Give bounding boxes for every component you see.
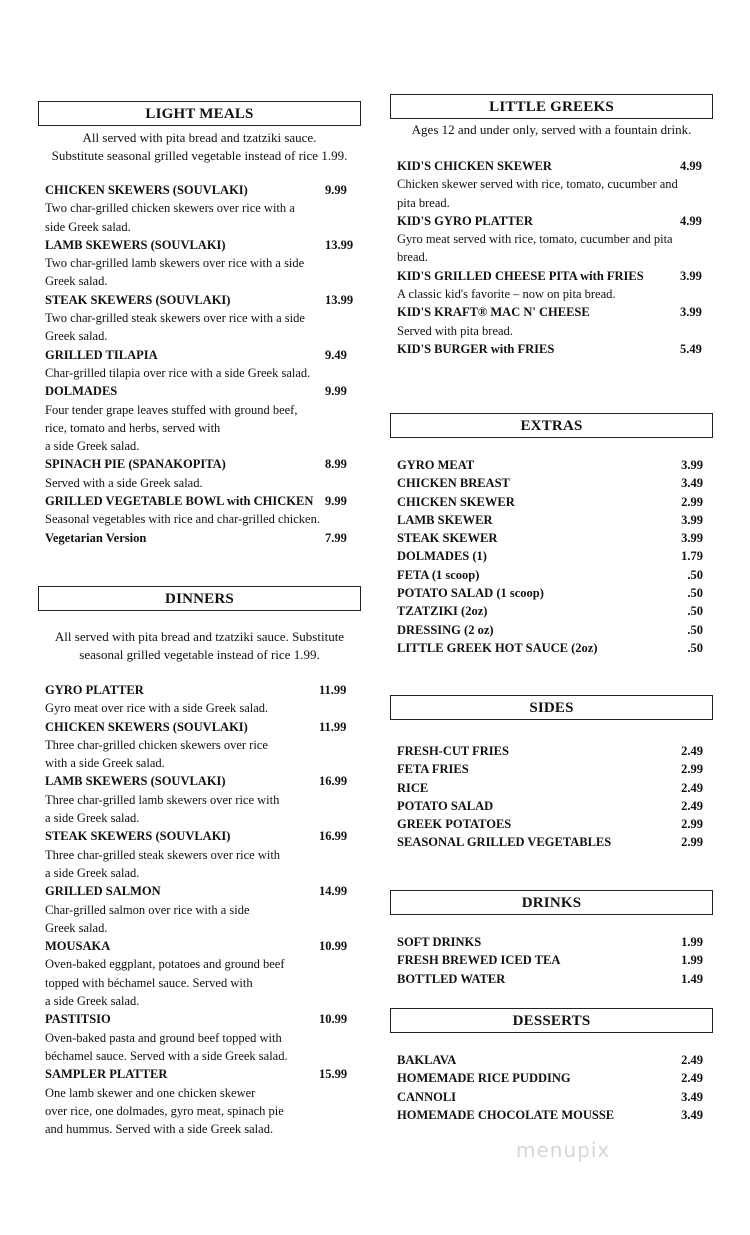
price-row-price: .50 [687,586,703,601]
menu-item-name-text: PASTITSIO [45,1012,111,1027]
menu-item-name [38,718,361,736]
light-meals-section [38,101,361,547]
extras-section [390,413,713,657]
price-row [390,474,713,492]
menu-item-description: Gyro meat served with rice, tomato, cucumber and pita bread. [397,232,673,265]
menu-item-price: 15.99 [319,1067,348,1082]
price-row [390,779,713,797]
watermark-logo: menupix [516,1138,611,1162]
menu-item-name-text: GRILLED VEGETABLE BOWL with CHICKEN [45,494,314,509]
menu-item-price: 4.99 [680,159,702,173]
menu-item-name [38,1010,361,1028]
little-greeks-list [390,157,713,358]
menu-item-description: Char-grilled salmon over rice with a side Greek salad. [45,902,250,935]
menu-item [38,492,361,529]
menu-item-description: Oven-baked pasta and ground beef topped with béchamel sauce. Served with a side Greek salad. [45,1030,288,1063]
menu-item-price: 11.99 [319,683,347,697]
price-row [390,602,713,620]
intro-line: All served with pita bread and tzatziki sauce. [82,130,317,145]
price-row [390,933,713,951]
menu-item-name [38,1065,361,1083]
menu-item [390,340,713,358]
menu-item-name [38,236,361,254]
price-row [390,951,713,969]
menu-item-description: Two char-grilled chicken skewers over rice with a side Greek salad. [45,201,295,234]
drinks-section [390,890,713,988]
light-meals-list [38,181,361,547]
intro-line: Substitute seasonal grilled vegetable instead of rice 1.99. [51,148,348,163]
menu-item-name-text: KID'S CHICKEN SKEWER [397,159,552,173]
menu-item [38,455,361,492]
menu-item-name [38,492,361,510]
price-row [390,1106,713,1124]
price-row-name: RICE [397,780,429,795]
menu-item-name-text: SAMPLER PLATTER [45,1067,168,1082]
menu-item-name [390,267,713,285]
sides-list [390,742,713,852]
menu-item-price: 3.99 [680,305,702,320]
menu-item-price: 8.99 [325,457,347,472]
price-row-name: HOMEMADE RICE PUDDING [397,1071,571,1086]
sides-section [390,695,713,852]
price-row-price: 2.99 [681,762,703,777]
price-row [390,584,713,602]
price-row-price: 2.99 [681,817,703,832]
menu-item-name [38,529,361,547]
price-row-price: 2.49 [681,798,703,813]
menu-item-name-text: KID'S KRAFT® MAC N' CHEESE [397,305,590,320]
menu-item [38,291,361,346]
price-row [390,1088,713,1106]
menu-item [390,157,713,212]
price-row-name: SOFT DRINKS [397,935,482,949]
menu-item-description: Chicken skewer served with rice, tomato, cucumber and pita bread. [397,177,678,210]
menu-item-name-text: GRILLED TILAPIA [45,347,158,362]
menu-item [38,827,361,882]
menu-item-price: 10.99 [319,1012,348,1027]
price-row [390,970,713,988]
price-row-name: FRESH-CUT FRIES [397,744,509,758]
menu-item [390,212,713,267]
price-row-name: FRESH BREWED ICED TEA [397,953,561,968]
price-row-price: 2.49 [681,780,703,795]
menu-item-name [390,303,713,321]
price-row-price: 2.99 [681,494,703,509]
desserts-header: DESSERTS [390,1008,713,1033]
menu-item-price: 3.99 [680,268,702,283]
sides-header: SIDES [390,695,713,720]
menu-item-name [38,772,361,790]
price-row-price: 3.99 [681,458,703,472]
menu-item [38,882,361,937]
menu-item-name [38,181,361,199]
price-row-name: SEASONAL GRILLED VEGETABLES [397,835,612,850]
light-meals-intro [38,129,361,165]
price-row [390,797,713,815]
price-row-name: FETA FRIES [397,762,469,777]
menu-item-price: 11.99 [319,719,347,734]
price-row-price: 1.99 [681,953,703,968]
menu-item-price: 9.49 [325,347,347,362]
menu-item-name [38,346,361,364]
menu-item [38,181,361,236]
menu-item-description: Three char-grilled steak skewers over rice with a side Greek salad. [45,847,281,880]
price-row [390,621,713,639]
desserts-list [390,1051,713,1124]
price-row-name: DRESSING (2 oz) [397,622,494,637]
price-row-name: BOTTLED WATER [397,971,506,986]
menu-item-description: Two char-grilled lamb skewers over rice with a side Greek salad. [45,256,305,289]
price-row-name: LAMB SKEWER [397,512,493,527]
menu-item [38,346,361,383]
menu-item-price: 16.99 [319,829,348,844]
price-row-price: 2.49 [681,1053,703,1067]
dinners-list [38,681,361,1138]
menu-item-price: 13.99 [325,237,354,252]
menu-item-description: Served with pita bread. [397,323,513,338]
price-row [390,456,713,474]
price-row [390,742,713,760]
menu-item-name-text: GYRO PLATTER [45,683,144,697]
price-row [390,529,713,547]
little-greeks-section [390,94,713,358]
menu-item [38,937,361,1010]
price-row-price: 2.49 [681,744,703,758]
price-row-price: 3.99 [681,512,703,527]
price-row-price: 3.49 [681,1107,703,1122]
menu-item-name-text: MOUSAKA [45,939,111,954]
menu-item-name [390,212,713,230]
extras-header: EXTRAS [390,413,713,438]
price-row-name: HOMEMADE CHOCOLATE MOUSSE [397,1107,615,1122]
menu-item-description: A classic kid's favorite – now on pita bread. [397,287,616,302]
menu-item-name [38,455,361,473]
menu-item [38,236,361,291]
price-row [390,639,713,657]
menu-item-description: Two char-grilled steak skewers over rice with a side Greek salad. [45,311,305,344]
menu-item-name [38,681,361,699]
price-row-price: 3.49 [681,1089,703,1104]
price-row [390,547,713,565]
menu-item-name [390,340,713,358]
extras-list [390,456,713,657]
menu-item [390,303,713,340]
menu-item-name [38,827,361,845]
price-row [390,760,713,778]
price-row-price: .50 [687,622,703,637]
menu-item-description: One lamb skewer and one chicken skewer over rice, one dolmades, gyro meat, spinach pie and hummus. Served with a side Greek salad. [45,1085,284,1137]
price-row [390,833,713,851]
little-greeks-header: LITTLE GREEKS [390,94,713,119]
menu-item-name-text: CHICKEN SKEWERS (SOUVLAKI) [45,719,248,734]
menu-item-name [38,382,361,400]
price-row-name: CANNOLI [397,1089,457,1104]
menu-item-name-text: KID'S BURGER with FRIES [397,341,555,356]
price-row-name: GYRO MEAT [397,458,475,472]
menu-item-description: Served with a side Greek salad. [45,475,203,490]
dinners-intro [38,628,361,664]
drinks-header: DRINKS [390,890,713,915]
menu-item-price: 14.99 [319,884,348,899]
menu-item-price: 10.99 [319,939,348,954]
menu-item [38,681,361,718]
menu-item [38,772,361,827]
menu-item-description: Three char-grilled lamb skewers over rice with a side Greek salad. [45,792,280,826]
menu-item-price: 9.99 [325,183,347,197]
menu-item-name-text: LAMB SKEWERS (SOUVLAKI) [45,237,226,252]
menu-item [390,267,713,304]
price-row-price: 3.99 [681,531,703,546]
price-row-price: 3.49 [681,476,703,491]
menu-item-name [38,291,361,309]
price-row-price: 1.99 [681,935,703,949]
price-row-price: .50 [687,567,703,582]
price-row-price: 1.79 [681,549,703,564]
menu-item-price: 13.99 [325,292,354,307]
price-row [390,1069,713,1087]
menu-item-description: Seasonal vegetables with rice and char-grilled chicken. [45,512,320,527]
price-row [390,493,713,511]
price-row-name: LITTLE GREEK HOT SAUCE (2oz) [397,640,598,655]
menu-item-description: Gyro meat over rice with a side Greek salad. [45,701,269,716]
menu-item-description: Three char-grilled chicken skewers over rice with a side Greek salad. [45,737,268,771]
menu-item-name-text: GRILLED SALMON [45,884,161,899]
price-row [390,566,713,584]
menu-item-name-text: KID'S GRILLED CHEESE PITA with FRIES [397,268,644,283]
price-row-price: 1.49 [681,971,703,986]
menu-item [38,382,361,455]
desserts-section [390,1008,713,1124]
intro-line: Ages 12 and under only, served with a fountain drink. [411,122,692,137]
menu-item-price: 16.99 [319,774,348,789]
dinners-section [38,586,361,1138]
price-row-name: POTATO SALAD [397,798,494,813]
menu-item-name-text: Vegetarian Version [45,530,147,545]
menu-item-price: 9.99 [325,494,347,509]
price-row-name: STEAK SKEWER [397,531,498,546]
menu-item-name-text: LAMB SKEWERS (SOUVLAKI) [45,774,226,789]
menu-item-price: 7.99 [325,530,347,545]
price-row [390,815,713,833]
price-row [390,1051,713,1069]
menu-item-name-text: CHICKEN SKEWERS (SOUVLAKI) [45,183,248,197]
price-row-name: DOLMADES (1) [397,549,487,564]
menu-item-price: 9.99 [325,384,347,399]
drinks-list [390,933,713,988]
menu-item [38,1010,361,1065]
menu-item-description: Char-grilled tilapia over rice with a side Greek salad. [45,365,311,380]
price-row-name: GREEK POTATOES [397,817,512,832]
little-greeks-intro [390,121,713,139]
price-row-name: TZATZIKI (2oz) [397,604,488,619]
price-row-name: CHICKEN BREAST [397,476,510,491]
price-row [390,511,713,529]
menu-item [38,718,361,773]
menu-item-price: 5.49 [680,341,702,356]
menu-item-name [38,937,361,955]
price-row-price: 2.49 [681,1071,703,1086]
menu-item [38,1065,361,1138]
price-row-name: POTATO SALAD (1 scoop) [397,586,544,601]
menu-item-name-text: STEAK SKEWERS (SOUVLAKI) [45,292,231,307]
menu-item-name [390,157,713,175]
menu-item-name-text: KID'S GYRO PLATTER [397,213,533,228]
intro-line: seasonal grilled vegetable instead of rice 1.99. [79,647,320,662]
price-row-price: .50 [687,604,703,619]
price-row-name: FETA (1 scoop) [397,567,480,582]
menu-item-name-text: SPINACH PIE (SPANAKOPITA) [45,457,226,472]
menu-item-name-text: STEAK SKEWERS (SOUVLAKI) [45,829,231,844]
dinners-header: DINNERS [38,586,361,611]
intro-line: All served with pita bread and tzatziki sauce. Substitute [54,629,345,644]
menu-item-name [38,882,361,900]
price-row-name: BAKLAVA [397,1053,457,1067]
menu-item-price: 4.99 [680,213,702,228]
price-row-name: CHICKEN SKEWER [397,494,515,509]
price-row-price: 2.99 [681,835,703,850]
menu-item-description: Oven-baked eggplant, potatoes and ground beef topped with béchamel sauce. Served with a side Greek salad. [45,957,285,1009]
menu-item [38,529,361,547]
menu-item-name-text: DOLMADES [45,384,118,399]
light-meals-header: LIGHT MEALS [38,101,361,126]
price-row-price: .50 [687,640,703,655]
menu-item-description: Four tender grape leaves stuffed with ground beef, rice, tomato and herbs, served with a side Greek salad. [45,402,298,454]
